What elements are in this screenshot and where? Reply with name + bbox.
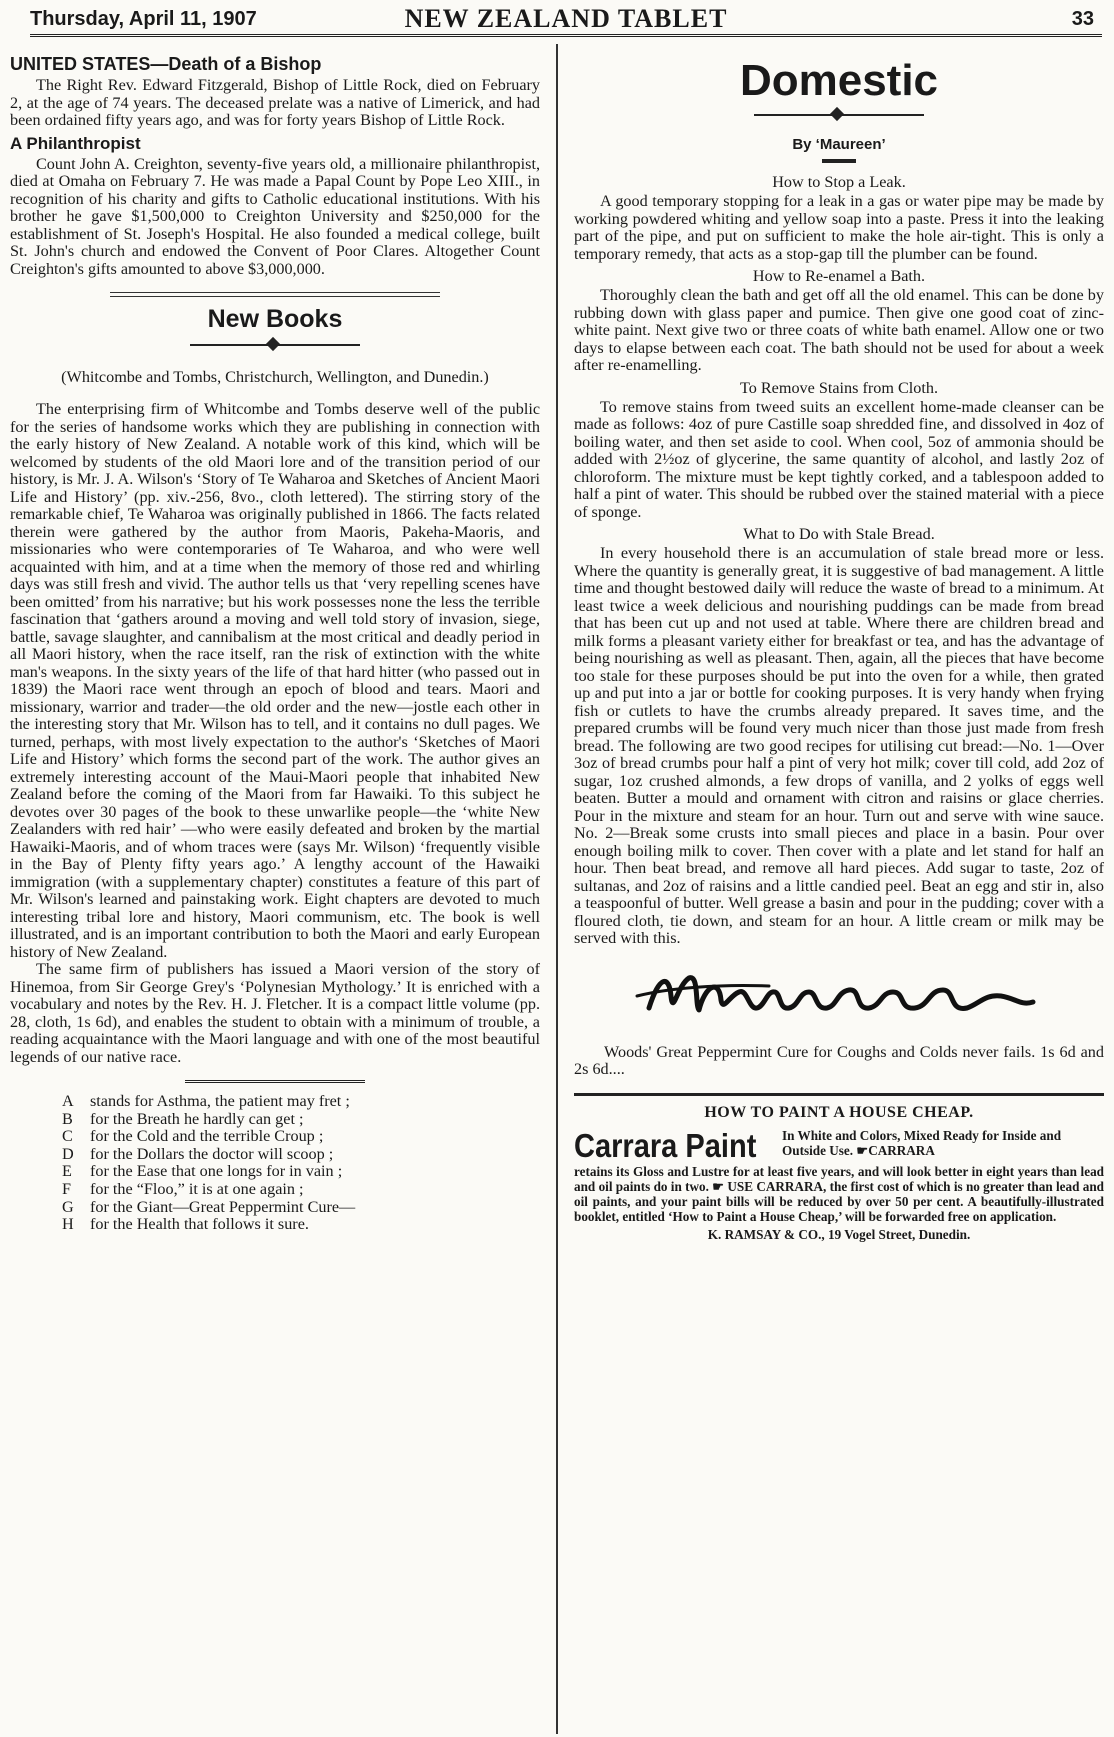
section-heading: What to Do with Stale Bread. [743,525,935,543]
masthead [30,4,1102,37]
verse-divider [185,1080,365,1083]
title-ornament [754,106,924,124]
us-article: The Right Rev. Edward Fitzgerald, Bishop of Little Rock, died on February 2, at the age of 74 years. The deceased prelate was a native of Limerick, and had been ordained fifty years ago, and was for forty years Bishop of Little Rock. [10,76,540,129]
left-column [10,50,540,1234]
byline: By ‘Maureen’ [792,136,886,153]
page-number: 33 [1071,8,1094,30]
domestic-title: Domestic [739,56,939,105]
book-review-paragraph: The enterprising firm of Whitcombe and Tombs deserve well of the public for the series of handsome works which they are publishing in connection with the early history of New Zealand. A notable work of this kind, which will be welcomed by students of the old Maori lore and of the transition period of our history, is Mr. J. A. Wilson's ‘Story of Te Waharoa and Sketches of Ancient Maori Life and History’ (pp. xiv.-256, 8vo., cloth lettered). The stirring story of the remarkable chief, Te Waharoa was originally published in 1866. The facts related therein were gathered by the author from Maoris, Pakeha-Maoris, and missionaries who were contemporaries of Te Waharoa, and who were well acquainted with him, and at a time when the memory of those red and whirling days was still fresh and vivid. The author tells us that ‘very repelling scenes have been omitted’ from his narrative; but his work possesses none the less the terrible fascination that ‘gathers around a moving and well told story of invasion, siege, battle, savage slaughter, and cannibalism at the most critical and deadly period in all Maori history, when the race itself, ran the risk of extinction with the white man's weapons. In the sixty years of the life of that hard hitter (who passed out in 1839) the Maori race went through an epoch of blood and tears. Maori and missionary, warrior and trader—the old order and the new—jostle each other in the interesting story that Mr. Wilson has to tell, and it contains no dull pages. We turned, perhaps, with most lively expectation to the author's ‘Sketches of Maori Life and History’ which forms the second part of the work. The author gives an extremely interesting account of the Maui-Maori people that inhabited New Zealand before the coming of the Maori from far Hawaiki. To this subject he devotes over 30 pages of the book to these unwarlike people—the ‘white New Zealanders with red hair’ —who were easily defeated and broken by the martial Hawaiki-Maoris, and of whom traces were (says Mr. Wilson) ‘frequently visible in the Bay of Plenty fifty years ago.’ A lengthy account of the Hawaiki immigration (with a supplementary chapter) constitutes a feature of this part of Mr. Wilson's learned and painstaking work. Eight chapters are devoted to much interesting tribal lore and history, Maori communism, etc. The book is well illustrated, and is an important contribution to both the Maori and early European history of New Zealand. [10,400,540,961]
section-text: A good temporary stopping for a leak in a gas or water pipe may be made by working powdered whiting and yellow soap into a paste. Press it into the leaking part of the pipe, and put on sufficient to make the hole air-tight. This is only a temporary remedy, that acts as a stop-gap till the plumber can be found. [574,192,1104,263]
advert-brand: Carrara Paint [574,1126,757,1164]
new-books-title: New Books [207,305,343,333]
alphabet-verse [10,1093,540,1234]
philanthropist-article: Count John A. Creighton, seventy-five years old, a millionaire philanthropist, died at Omaha on February 7. He was made a Papal Count by Pope Leo XIII., in recognition of his charity and gifts to Catholic educational institutions. With his brother he gave $1,500,000 to Creighton University and $250,000 for the establishment of St. Joseph's Hospital. He also founded a medical college, built St. John's church and endowed the Convent of Poor Clares. Altogether Count Creighton's gifts amounted to above $3,000,000. [10,154,540,278]
advert-address: K. RAMSAY & CO., 19 Vogel Street, Dunedin. [707,1226,971,1242]
verse-line: F for the “Floo,” it is at one again ; [62,1179,304,1198]
publisher-credit: (Whitcombe and Tombs, Christchurch, Wellington, and Dunedin.) [61,368,489,386]
newspaper-title: NEW ZEALAND TABLET [404,4,728,33]
section-text: To remove stains from tweed suits an excellent home-made cleanser can be made as follows: 4oz of pure Castille soap shredded fine, and dissolved in 4oz of boiling water, and then set aside to cool. When cool, 5oz of ammonia should be added with 2½oz of glycerine, the same quantity of alcohol, and lastly 2oz of chloroform. The mixture must be kept tightly corked, and a tablespoon added to half a pint of water. This should be rubbed over the stained material with a piece of sponge. [574,397,1104,521]
maureen-signature [574,966,1104,1026]
us-heading: UNITED STATES—Death of a Bishop [10,54,322,74]
verse-line: H for the Health that follows it sure. [62,1215,309,1234]
section-heading: How to Stop a Leak. [772,173,906,191]
advert-body: retains its Gloss and Lustre for at least five years, and will look better in eight years than lead and oil paints do in two. ☛ USE CARRARA, the first cost of which is no greater than lead and oil paints, and your paint bills will be reduced by over 50 per cent. A beautifully-illustrated booklet, entitled ‘How to Paint a House Cheap,’ will be forwarded free on application. [574,1163,1104,1224]
verse-line: B for the Breath he hardly can get ; [62,1109,304,1128]
verse-line: A stands for Asthma, the patient may fret ; [62,1092,350,1110]
verse-line: E for the Ease that one longs for in vain ; [62,1162,343,1181]
section-heading: How to Re-enamel a Bath. [752,267,926,285]
section-text: Thoroughly clean the bath and get off all the old enamel. This can be done by rubbing down with glass paper and pumice. Then give one good coat of zinc-white paint. Next give two or three coats of white bath enamel. Allow one or two days to elapse between each coat. The bath should not be used for about a week after re-enamelling. [574,286,1104,374]
section-heading: To Remove Stains from Cloth. [739,378,939,397]
book-review-paragraph-2: The same firm of publishers has issued a Maori version of the story of Hinemoa, from Sir George Grey's ‘Polynesian Mythology.’ It is enriched with a vocabulary and notes by the Rev. H. J. Fletcher. It is a compact little volume (pp. 28, cloth, 1s 6d), and enables the student to obtain with a minimum of trouble, a reading acquaintance with the Maori language and with one of the most beautiful legends of our native race. [10,960,540,1066]
verse-line: G for the Giant—Great Peppermint Cure— [62,1197,356,1216]
philanthropist-heading: A Philanthropist [10,133,141,153]
right-column [574,50,1104,1243]
section-text: In every household there is an accumulation of stale bread more or less. Where the quantity is generally great, it is suggestive of bad management. A little time and thought bestowed daily will reduce the waste of bread to a minimum. At least twice a week delicious and nourishing puddings can be made from bread that has been cut up and not used at table. Where there are children bread and milk forms a pleasant variety either for breakfast or tea, and has the advantage of being nourishing as well as pleasant. Then, again, all the pieces that have become too stale for these purposes should be put into the oven for a while, then grated up and put into a jar or bottle for cooking purposes. It is very handy when frying fish or cutlets to have the crumbs already prepared. It saves time, and the prepared crumbs will be found very much nicer than those just made from fresh bread. The following are two good recipes for utilising cut bread:—No. 1—Over 3oz of bread crumbs pour half a pint of very hot milk; cover till cold, add 2oz of sugar, 1oz crushed almonds, a few drops of vanilla, and 2 yolks of eggs well beaten. Butter a mould and ornament with citron and raisins or glace cherries. Pour in the mixture and steam for an hour. Turn out and serve with wine sauce. No. 2—Break some crusts into small pieces and place in a basin. Pour over enough boiling milk to cover. Then cover with a plate and let stand for half an hour. Then beat bread, and remove all hard pieces. Add sugar to taste, 2oz of sultanas, and 2oz of raisins and a little candied peel. Beat an egg and stir in, also a teaspoonful of butter. Well grease a basin and pour in the pudding; cover with a floured cloth, tie down, and steam for an hour. A little cream or milk may be served with this. [574,544,1104,947]
advert-top [574,1128,1104,1164]
section-divider [110,292,440,297]
advert-headline: HOW TO PAINT A HOUSE CHEAP. [704,1103,974,1121]
verse-line: C for the Cold and the terrible Croup ; [62,1127,324,1146]
title-ornament [190,336,360,354]
peppermint-notice: Woods' Great Peppermint Cure for Coughs and Colds never fails. 1s 6d and 2s 6d.... [574,1042,1104,1078]
signature-scrawl [629,966,1049,1026]
byline-bar [822,159,856,163]
advert-rule [574,1093,1104,1096]
issue-date: Thursday, April 11, 1907 [30,8,257,30]
verse-line: D for the Dollars the doctor will scoop ; [62,1144,334,1163]
column-divider [556,44,558,1734]
advert-side-text: In White and Colors, Mixed Ready for Inside and Outside Use. ☛CARRARA [782,1127,1062,1158]
